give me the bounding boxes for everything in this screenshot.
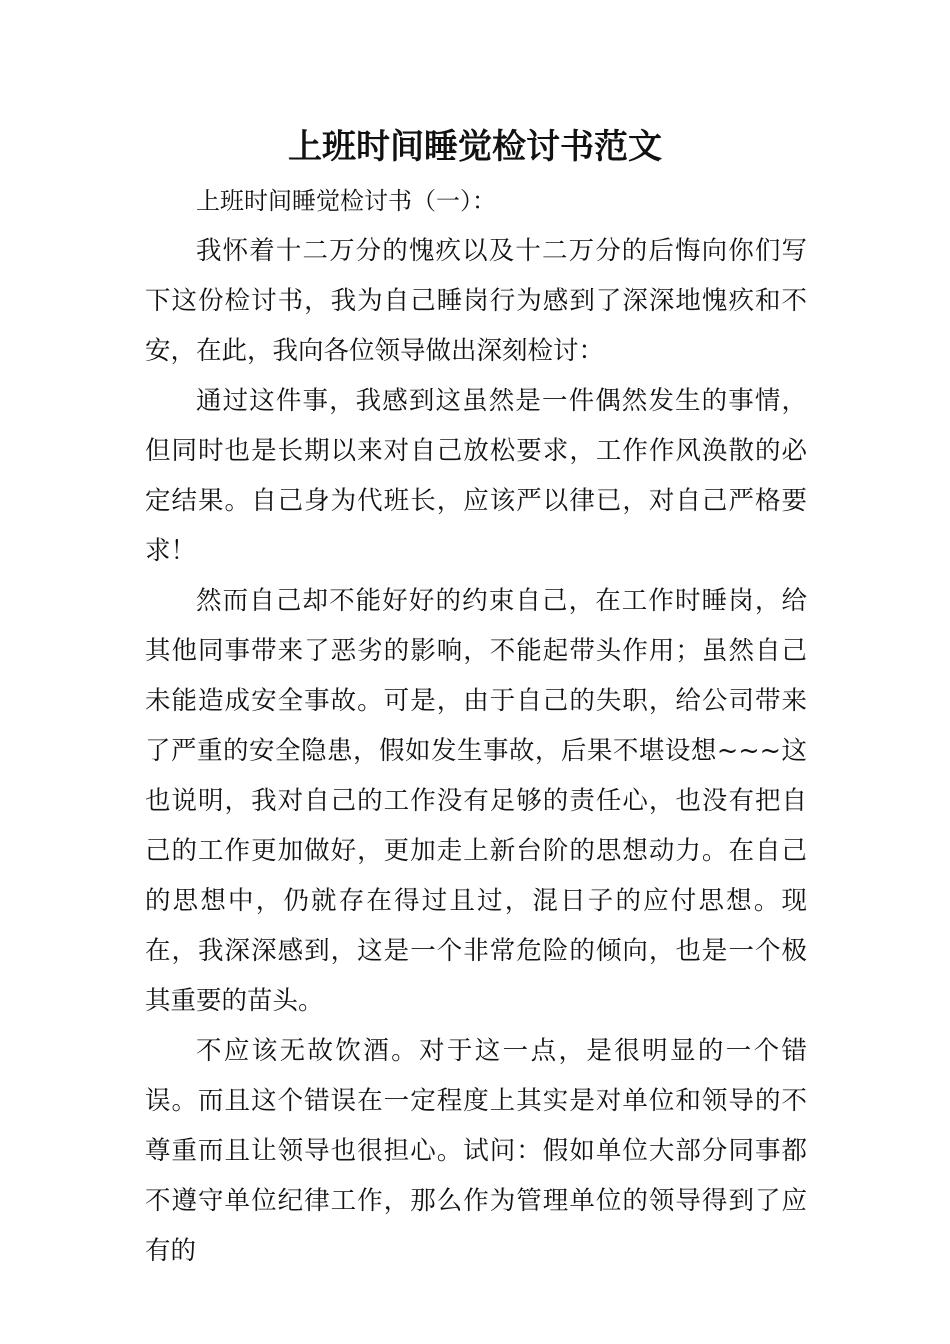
- paragraph-4: 不应该无故饮酒。对于这一点，是很明显的一个错误。而且这个错误在一定程度上其实是对单位和领导的不尊重而且让领导也很担心。试问：假如单位大部分同事都不遵守单位纪律工作，那么作为管理单位的领导得到了应有的: [145, 1036, 807, 1266]
- document-title: 上班时间睡觉检讨书范文: [288, 127, 662, 167]
- document-body: [145, 226, 807, 1276]
- paragraph-2: 通过这件事，我感到这虽然是一件偶然发生的事情，但同时也是长期以来对自己放松要求，工作作风涣散的必定结果。自己身为代班长，应该严以律已，对自己严格要求！: [145, 386, 807, 566]
- document-subtitle: 上班时间睡觉检讨书（一）：: [196, 187, 496, 215]
- paragraph-1: 我怀着十二万分的愧疚以及十二万分的后悔向你们写下这份检讨书，我为自己睡岗行为感到了深深地愧疚和不安，在此，我向各位领导做出深刻检讨：: [145, 236, 807, 366]
- paragraph-3: 然而自己却不能好好的约束自己，在工作时睡岗，给其他同事带来了恶劣的影响，不能起带头作用；虽然自己未能造成安全事故。可是，由于自己的失职，给公司带来了严重的安全隐患，假如发生事故，后果不堪设想~~~这也说明，我对自己的工作没有足够的责任心，也没有把自己的工作更加做好，更加走上新台阶的思想动力。在自己的思想中，仍就存在得过且过，混日子的应付思想。现在，我深深感到，这是一个非常危险的倾向，也是一个极其重要的苗头。: [145, 586, 807, 1016]
